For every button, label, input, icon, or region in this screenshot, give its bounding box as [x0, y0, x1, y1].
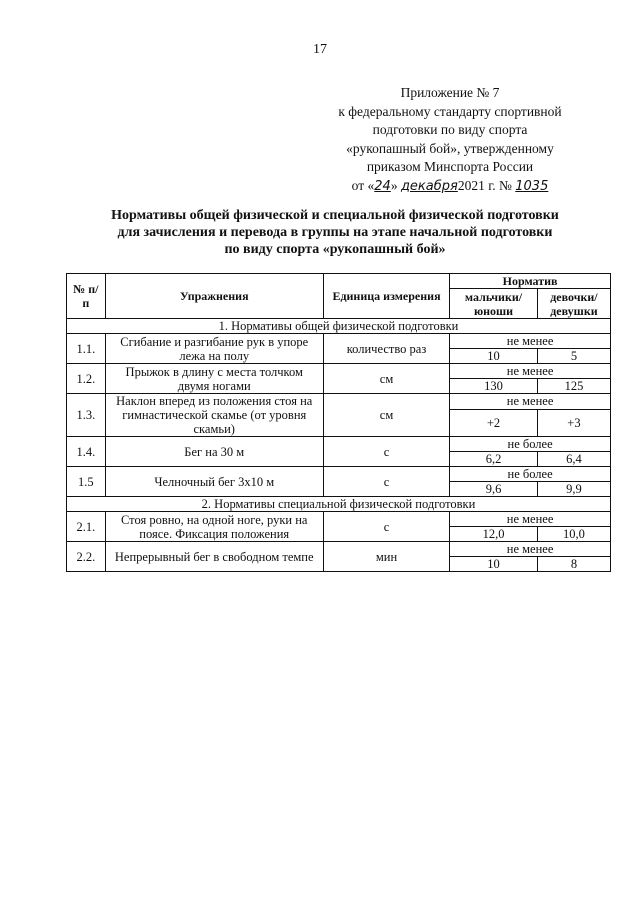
row-girls-value: +3: [537, 409, 610, 436]
row-exercise: Сгибание и разгибание рук в упоре лежа на полу: [105, 334, 323, 364]
row-condition: не менее: [450, 364, 611, 379]
appendix-line: подготовки по виду спорта: [372, 122, 528, 137]
row-boys-value: 130: [450, 379, 538, 394]
table-body: [67, 319, 611, 572]
date-prefix: от «: [351, 177, 375, 193]
header-exercise: Упражнения: [105, 274, 323, 319]
header-num: № п/п: [67, 274, 106, 319]
row-boys-value: 12,0: [450, 527, 538, 542]
appendix-line: к федеральному стандарту спортивной: [338, 103, 562, 119]
section-row: [67, 497, 611, 512]
row-girls-value: 125: [537, 379, 610, 394]
row-unit: мин: [323, 542, 449, 572]
norms-table: [66, 273, 611, 572]
row-condition: не более: [450, 467, 611, 482]
appendix-line: приказом Минспорта России: [366, 159, 534, 174]
header-boys: мальчики/ юноши: [450, 289, 538, 319]
row-girls-value: 5: [537, 349, 610, 364]
table-row: [67, 334, 611, 349]
section-row: [67, 319, 611, 334]
row-boys-value: 9,6: [450, 482, 538, 497]
row-unit: с: [323, 512, 449, 542]
table-row: [67, 542, 611, 557]
order-number: 1035: [515, 178, 549, 194]
row-number: 1.5: [67, 467, 106, 497]
row-condition: не менее: [450, 512, 611, 527]
title-line: по виду спорта «рукопашный бой»: [224, 242, 446, 257]
section-title: 1. Нормативы общей физической подготовки: [67, 319, 611, 334]
title-line: Нормативы общей физической и специальной физической подготовки: [111, 208, 559, 223]
row-condition: не менее: [450, 394, 611, 410]
row-boys-value: 10: [450, 349, 538, 364]
row-number: 2.1.: [67, 512, 106, 542]
row-unit: см: [323, 394, 449, 437]
row-exercise: Прыжок в длину с места толчком двумя ногами: [105, 364, 323, 394]
title-line: для зачисления и перевода в группы на этапе начальной подготовки: [117, 225, 553, 240]
header-norm: Норматив: [450, 274, 611, 289]
date-month: декабря: [400, 178, 458, 194]
row-exercise: Челночный бег 3х10 м: [105, 467, 323, 497]
header-girls: девочки/ девушки: [537, 289, 610, 319]
order-date-line: [300, 177, 600, 197]
table-row: [67, 394, 611, 410]
date-year: 2021 г. №: [457, 177, 512, 193]
row-unit: с: [323, 467, 449, 497]
header-unit: Единица измерения: [323, 274, 449, 319]
row-girls-value: 6,4: [537, 452, 610, 467]
row-girls-value: 10,0: [537, 527, 610, 542]
row-exercise: Стоя ровно, на одной ноге, руки на поясе. Фиксация положения: [105, 512, 323, 542]
row-unit: см: [323, 364, 449, 394]
section-title: 2. Нормативы специальной физической подготовки: [67, 497, 611, 512]
row-number: 1.3.: [67, 394, 106, 437]
row-exercise: Непрерывный бег в свободном темпе: [105, 542, 323, 572]
table-row: [67, 364, 611, 379]
date-day: 24: [374, 178, 391, 194]
row-condition: не менее: [450, 542, 611, 557]
date-separator: »: [390, 177, 398, 193]
row-boys-value: 6,2: [450, 452, 538, 467]
row-unit: с: [323, 437, 449, 467]
row-condition: не менее: [450, 334, 611, 349]
row-condition: не более: [450, 437, 611, 452]
row-number: 2.2.: [67, 542, 106, 572]
table-row: [67, 512, 611, 527]
row-number: 1.1.: [67, 334, 106, 364]
table-row: [67, 467, 611, 482]
table-row: [67, 437, 611, 452]
row-exercise: Бег на 30 м: [105, 437, 323, 467]
appendix-line: «рукопашный бой», утвержденному: [346, 140, 554, 156]
row-girls-value: 8: [537, 557, 610, 572]
row-number: 1.4.: [67, 437, 106, 467]
document-title: [70, 207, 600, 258]
row-unit: количество раз: [323, 334, 449, 364]
row-boys-value: 10: [450, 557, 538, 572]
row-exercise: Наклон вперед из положения стоя на гимнастической скамье (от уровня скамьи): [105, 394, 323, 437]
row-girls-value: 9,9: [537, 482, 610, 497]
page-number: 17: [313, 42, 327, 57]
row-number: 1.2.: [67, 364, 106, 394]
appendix-header: [300, 84, 600, 196]
appendix-line: Приложение № 7: [400, 85, 500, 100]
row-boys-value: +2: [450, 409, 538, 436]
